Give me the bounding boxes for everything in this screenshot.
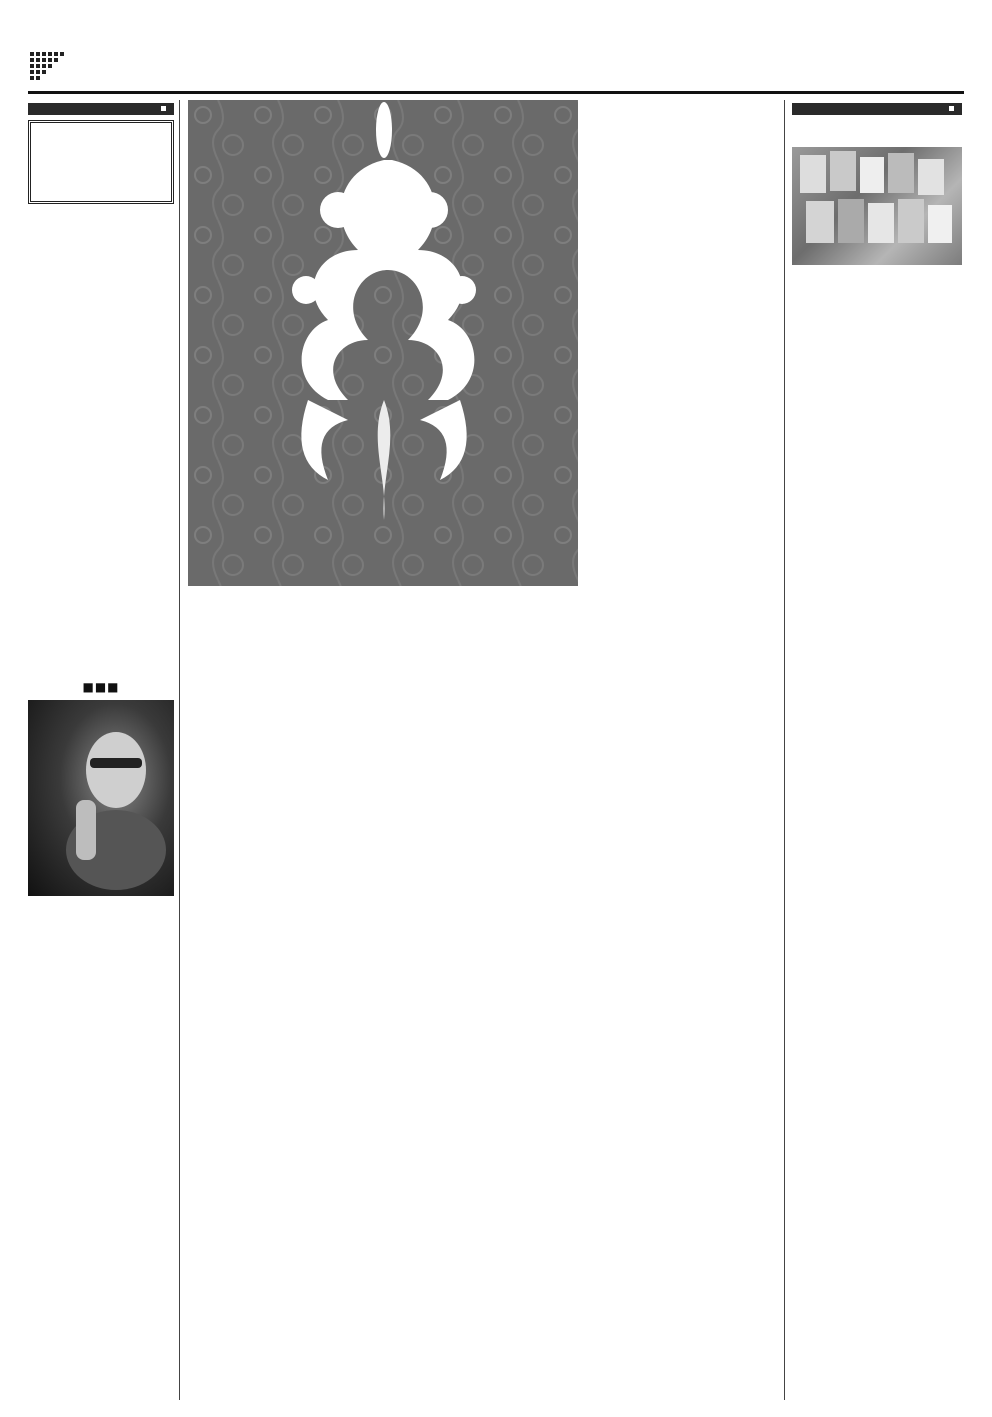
- newspaper-logo: [428, 44, 568, 90]
- story-list-intro: [792, 524, 962, 538]
- square-bullet-icon: [949, 106, 954, 111]
- pixel-pattern-icon: [30, 52, 64, 82]
- column-divider: [784, 100, 785, 1400]
- separator-dots: ■■■: [82, 680, 120, 694]
- portrait-photo: [28, 700, 174, 896]
- story2-body: [792, 898, 962, 1408]
- bottom-story-box: [188, 1356, 778, 1410]
- main-story-body: [586, 336, 778, 1356]
- main-story-body: [188, 594, 380, 1356]
- waw-logo-box: [28, 120, 174, 204]
- news-tag: [28, 103, 174, 115]
- festival-poster: [188, 100, 578, 586]
- column-divider: [179, 100, 180, 1400]
- story-body: [28, 932, 174, 1408]
- masthead: [0, 0, 992, 100]
- news-tag: [792, 103, 962, 115]
- main-story-body: [386, 594, 578, 1356]
- square-bullet-icon: [161, 106, 166, 111]
- books-photo: [792, 147, 962, 265]
- story-body: [28, 240, 174, 672]
- story-list: [792, 538, 962, 864]
- story-body: [792, 268, 962, 520]
- masthead-rule: [28, 91, 964, 94]
